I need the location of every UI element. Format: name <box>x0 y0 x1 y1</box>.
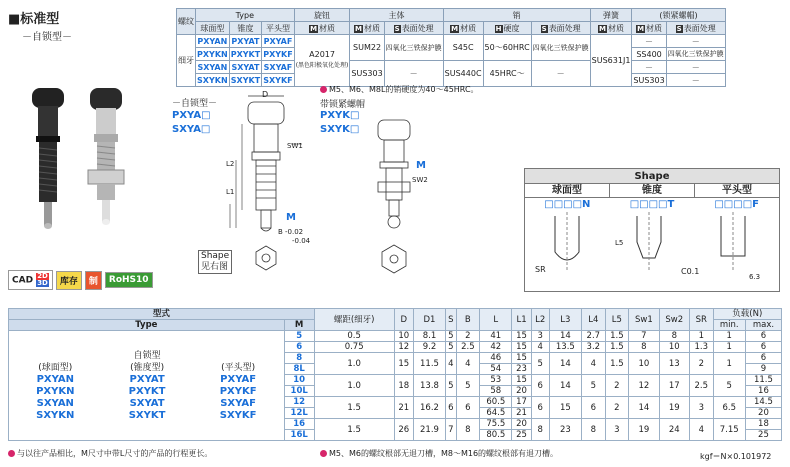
dim-b-tol1: B -0.02 <box>278 228 304 236</box>
footnote-thread: M5、M6的螺纹根部无退刀槽，M8～M16的螺纹根部有退刀槽。 <box>320 448 558 459</box>
shape-c01: C0.1 <box>681 267 700 276</box>
product-photo <box>18 80 148 240</box>
hardness-note: M5、M6、M8L的销硬度为40～45HRC。 <box>320 84 479 95</box>
shape-sr: SR <box>535 265 546 274</box>
shape-sketches <box>525 212 779 292</box>
material-spec-table: 螺纹 Type 旋钮 主体 销 弹簧 (锁紧螺帽) 球面型 锥度 平头型 M 材质 M 材质 S 表面处理 M 材质 H 硬度 S 表面处理 M 材质 M 材质 S 表面处理 细牙 PXYAN PXYAT PXYAF A2017 (黑色阳极氧化处理) SUM22 四氧化三铁保护膜 S45C 50～60HRC 四氧化三铁保护膜 SUS631J1 － － PXYKN PXYKT PXYKF SS400 四氧化三铁保护膜 SXYAN SXYAT SXYAF SUS303 － SUS440C 45HRC～ － － － SXYKN SXYKT SXYKF SUS303 － <box>178 10 724 85</box>
stock-badge: 库存 <box>56 271 82 290</box>
dim-sw2: SW2 <box>412 176 428 184</box>
made-badge: 制 <box>85 271 102 290</box>
dim-l2: L2 <box>226 160 235 168</box>
type-k-label: PXYK□ <box>320 110 360 121</box>
page-subtitle: －自锁型－ <box>22 32 72 43</box>
footnote-kgf: kgf＝N×0.101972 <box>700 452 772 461</box>
shape-l5: L5 <box>615 239 624 247</box>
rohs-badge: RoHS10 <box>105 272 153 288</box>
dim-m-left: M <box>286 212 296 223</box>
dim-l1: L1 <box>226 188 235 196</box>
dim-d: D <box>262 90 269 99</box>
dimension-table: 型式 螺距(细牙) D D1 S B L L1 L2 L3 L4 L5 Sw1 Sw2 SR 负载(N) Type M min. max. (球面型) PXYAN PXYKN SXYAN SXYKN 自锁型 (锥度型) PXYAT PXYKT SXYAT SXYKT (平头型) PXYAF PXYKF SXYAF SXYKF 5 0.5 10 8.1 5 2 41 15 3 14 2.7 1.5 7 8 1 1 6 6 0.75 12 9.2 5 2.5 42 15 4 13.5 3.2 1.5 8 10 1.3 1 6 8 1.0 15 11.5 4 4 46 15 5 14 4 1.5 10 13 2 1 6 8L 54 23 9 10 1.0 18 13.8 5 5 53 15 6 14 5 2 12 17 2.5 5 11.5 10L 58 20 16 12 1.5 21 16.2 6 6 60.5 17 6 15 6 2 14 19 3 6.5 14.5 12L 64.5 21 20 16 1.5 26 21.9 7 8 75.5 20 8 23 8 3 19 24 4 7.15 18 16L 80.5 25 25 <box>8 308 782 441</box>
type-a-label: PXYA□ <box>172 110 211 121</box>
footnote-stroke: 与以往产品相比，M尺寸中带L尺寸的产品的行程更长。 <box>8 448 212 459</box>
dim-b-tol2: -0.04 <box>292 237 311 245</box>
with-nut-label: 带锁紧螺帽 <box>320 100 366 110</box>
self-lock-label: －自锁型－ <box>172 99 218 109</box>
type-list: (球面型) PXYAN PXYKN SXYAN SXYKN 自锁型 (锥度型) PXYAT PXYKT SXYAT SXYKT (平头型) PXYAF PXYKF SXYAF SXYKF <box>9 331 285 441</box>
page-title: ■标准型 <box>8 12 60 27</box>
cad-badge[interactable]: CAD 2D 3D <box>8 270 53 290</box>
shape-headers: 球面型 锥度 平头型 <box>525 184 779 198</box>
shape-title: Shape <box>525 169 779 184</box>
shape-6-3: 6.3 <box>749 273 761 281</box>
shape-codes: □□□□N □□□□T □□□□F <box>544 199 759 210</box>
type-k2-label: SXYK□ <box>320 124 360 135</box>
dim-m-right: M <box>416 160 426 171</box>
shape-ref-box: Shape 见右图 <box>198 250 232 274</box>
badge-row <box>8 270 153 290</box>
type-a2-label: SXYA□ <box>172 124 211 135</box>
shape-panel <box>524 168 780 292</box>
dim-sw1: SW1 <box>287 142 303 150</box>
